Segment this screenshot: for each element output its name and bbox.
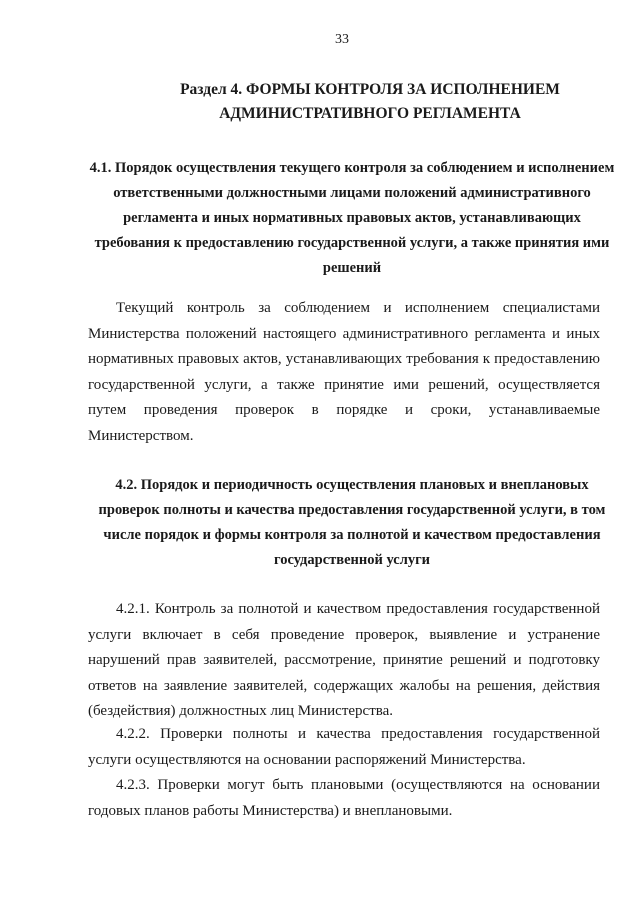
paragraph-4-2-3: 4.2.3. Проверки могут быть плановыми (осуществляются на основании годовых планов работы Министерства) и внеплановыми. [88,777,600,819]
paragraph-current-control: Текущий контроль за соблюдением и исполнением специалистами Министерства положений настоящего административного регламента и иных нормативных правовых актов, устанавливающих требования к предоставлению государственной услуги, а также принятие ими решений, осуществляется путем проведения проверок в порядке и сроки, устанавливаемые Министерством. [88,300,600,444]
section-title: Раздел 4. ФОРМЫ КОНТРОЛЯ ЗА ИСПОЛНЕНИЕМ АДМИНИСТРАТИВНОГО РЕГЛАМЕНТА [180,81,560,122]
paragraph-4-2-2: 4.2.2. Проверки полноты и качества предоставления государственной услуги осуществляются на основании распоряжений Министерства. [88,726,600,768]
subsection-heading-4-1: 4.1. Порядок осуществления текущего контроля за соблюдением и исполнением ответственными должностными лицами положений административного регламента и иных нормативных правовых актов, устанавливающих требования к предоставлению государственной услуги, а также принятия ими решений [89,160,615,276]
page-number: 33 [335,32,349,47]
subsection-heading-4-2: 4.2. Порядок и периодичность осуществления плановых и внеплановых проверок полноты и качества предоставления государственной услуги, в том числе порядок и формы контроля за полнотой и качеством предоставления государственной услуги [98,477,606,568]
paragraph-4-2-1: 4.2.1. Контроль за полнотой и качеством предоставления государственной услуги включает в себя проведение проверок, выявление и устранение нарушений прав заявителей, рассмотрение, принятие решений и подготовку ответов на заявление заявителей, содержащих жалобы на решения, действия (бездействия) должностных лиц Министерства. [88,601,600,719]
